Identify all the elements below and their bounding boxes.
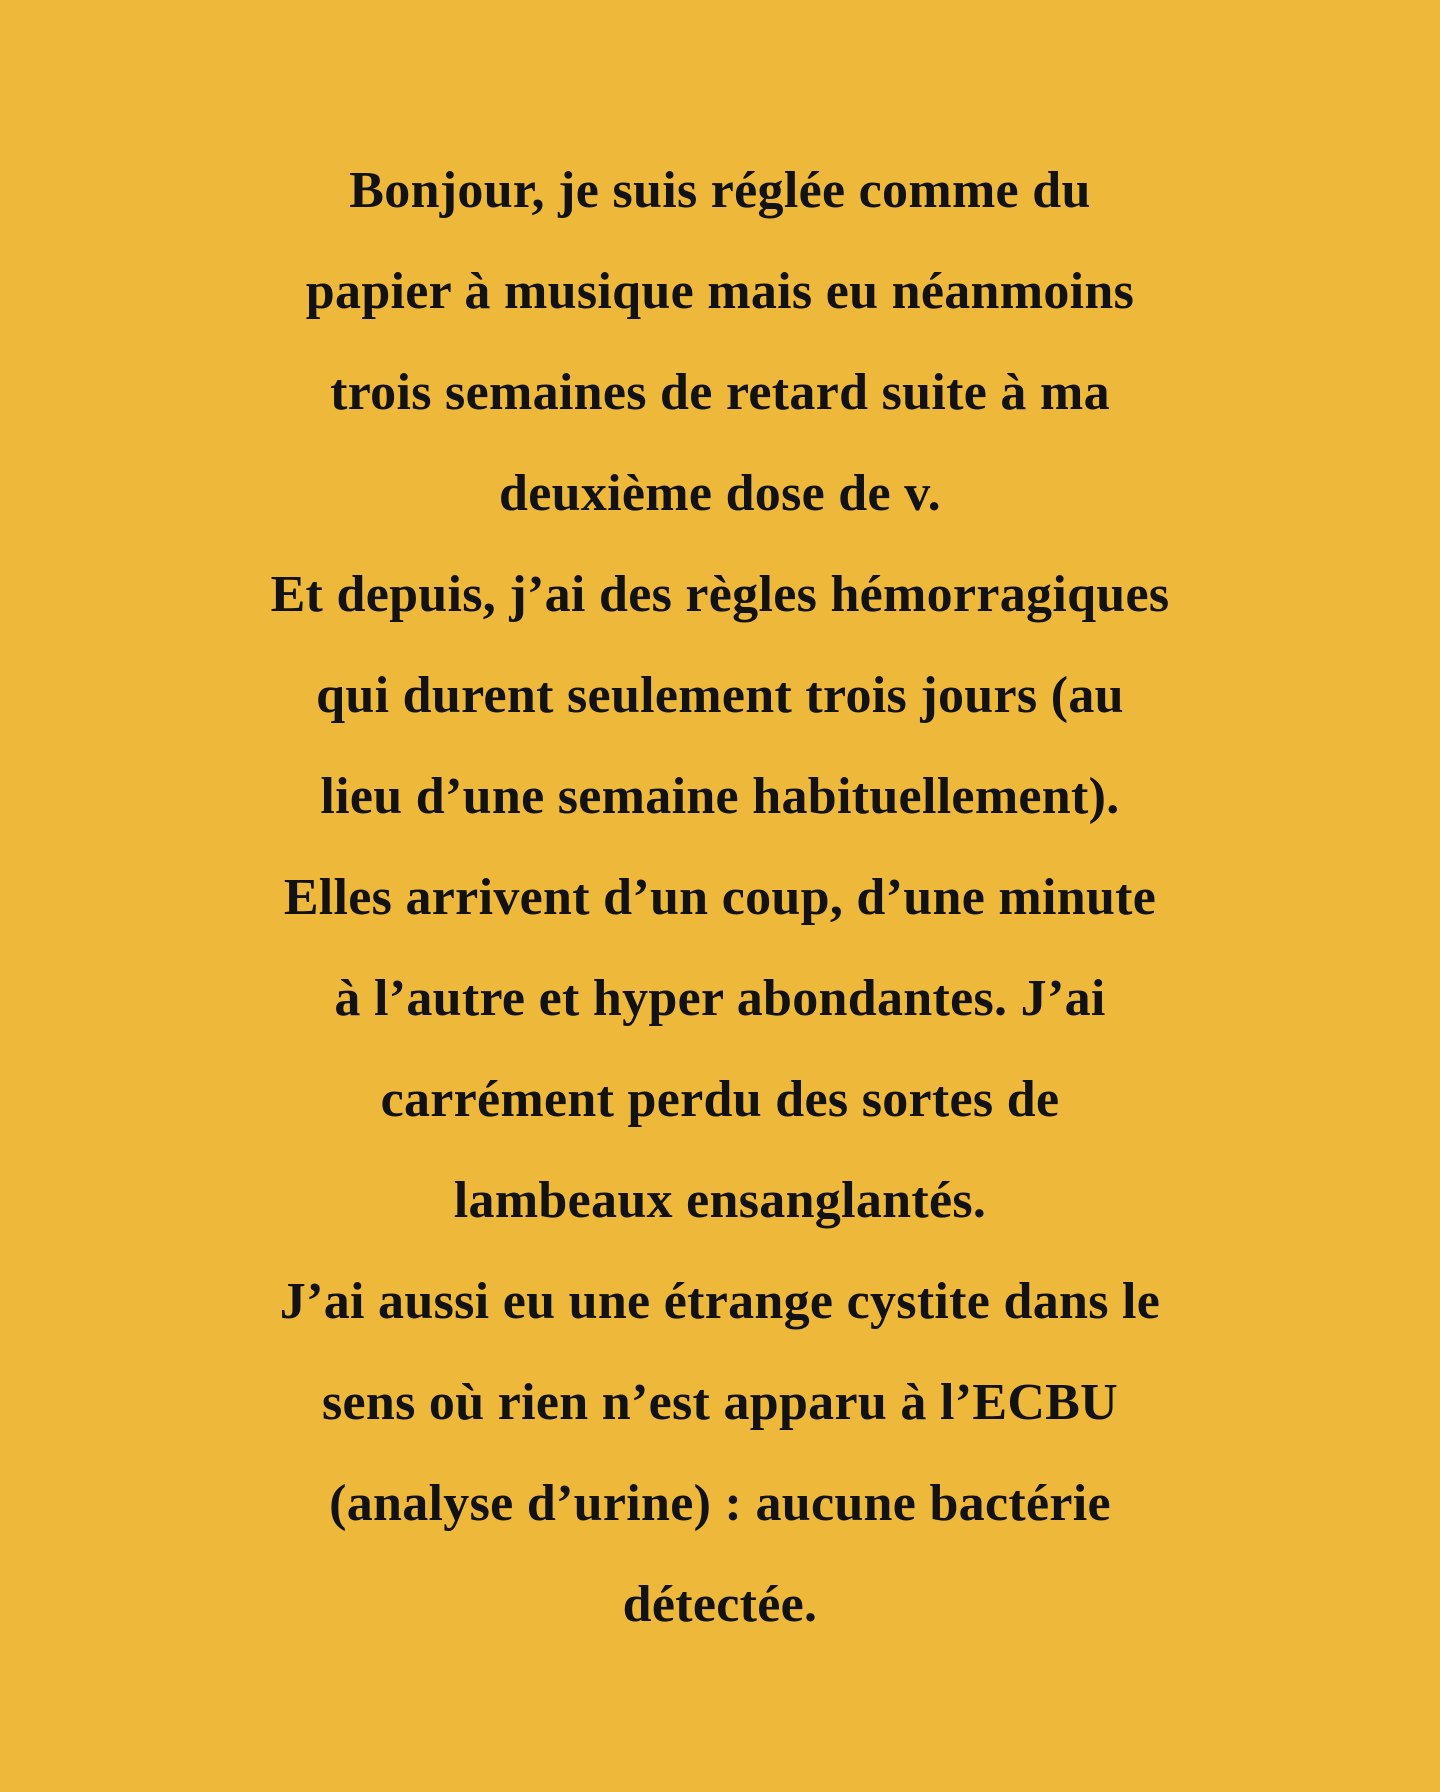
testimony-line: papier à musique mais eu néanmoins [305,263,1135,320]
testimony-line: J’ai aussi eu une étrange cystite dans le [279,1273,1161,1330]
testimony-text [0,140,1440,1655]
testimony-line: carrément perdu des sortes de [380,1071,1060,1128]
testimony-line: lambeaux ensanglantés. [453,1172,987,1229]
testimony-line: qui durent seulement trois jours (au [316,667,1124,724]
testimony-line: (analyse d’urine) : aucune bactérie [329,1475,1111,1532]
testimony-line: à l’autre et hyper abondantes. J’ai [334,970,1106,1027]
testimony-line: Elles arrivent d’un coup, d’une minute [283,869,1157,926]
testimony-line: lieu d’une semaine habituellement). [320,768,1120,825]
testimony-line: Et depuis, j’ai des règles hémorragiques [270,566,1170,623]
testimony-line: deuxième dose de v. [499,465,941,522]
testimony-line: détectée. [622,1576,818,1633]
testimony-line: trois semaines de retard suite à ma [330,364,1110,421]
testimony-line: Bonjour, je suis réglée comme du [349,162,1091,219]
testimony-line: sens où rien n’est apparu à l’ECBU [321,1374,1119,1431]
